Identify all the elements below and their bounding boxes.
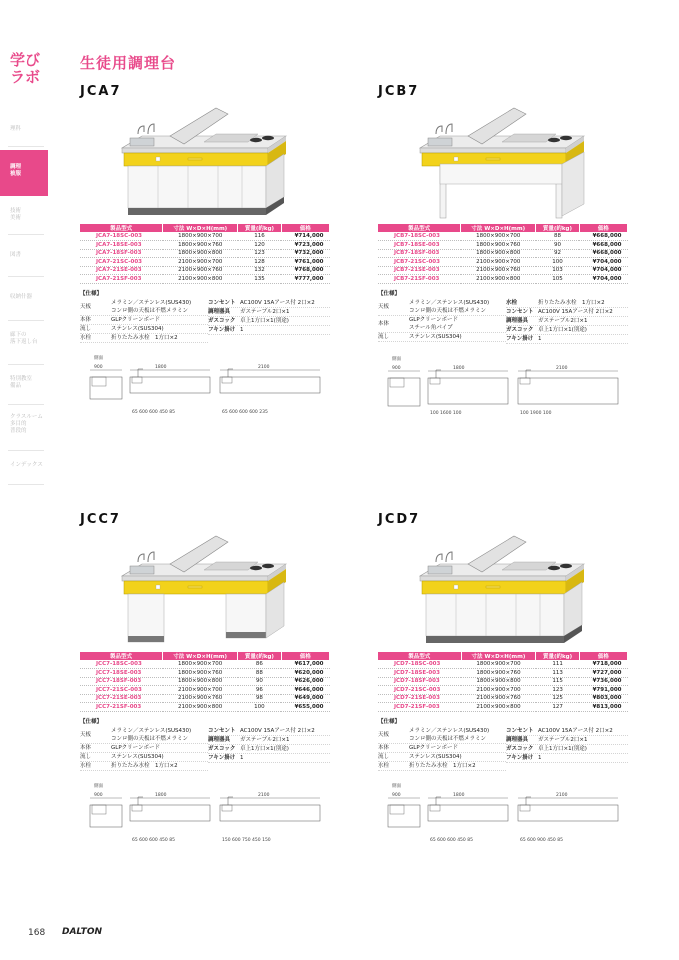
sidebar-item-classroom[interactable]: クラスルーム 多目的 普段的 bbox=[10, 414, 43, 434]
product-block-jcc7 bbox=[80, 512, 330, 849]
cooking-table-illustration bbox=[118, 532, 288, 652]
table-row: JCB7-21SF-003 2100×900×800 105 ¥704,000 bbox=[378, 275, 628, 284]
table-row: JCC7-18SE-003 1800×900×760 88 ¥620,000 bbox=[80, 669, 330, 678]
spec-row: コンセント AC100V 15Aアース付 2口×2 bbox=[506, 308, 628, 317]
table-row: JCA7-21SF-003 2100×900×800 135 ¥777,000 bbox=[80, 275, 330, 284]
dimension-drawing bbox=[80, 783, 330, 849]
table-row: JCC7-18SC-003 1800×900×700 86 ¥617,000 bbox=[80, 660, 330, 669]
brand-mark: 学び ラボ bbox=[10, 51, 41, 86]
spec-list bbox=[80, 727, 330, 771]
table-row: JCC7-21SC-003 2100×900×700 96 ¥646,000 bbox=[80, 686, 330, 695]
spec-row: フキン掛け 1 bbox=[506, 754, 628, 763]
cooking-table-illustration bbox=[416, 104, 586, 224]
table-row: JCA7-18SC-003 1800×900×700 116 ¥714,000 bbox=[80, 232, 330, 241]
price-table: 製品型式 寸法 W×D×H(mm) 質量(約kg) 価格 JCA7-18SC-003 1800×900×700 116 ¥714,000 JCA7-18SE-003 1800×900×760 120 ¥723,000 JCA7-18SF-003 1800×900×800 123 ¥732,000 JCA7-21SC-003 2100×900×700 128 ¥761,000 JCA7-21SE-003 2100×900×760 132 ¥768,000 JCA7-21SF-003 2100×900×800 135 ¥777,000 bbox=[80, 224, 330, 284]
svg-text:100 1900 100: 100 1900 100 bbox=[520, 410, 552, 416]
model-name: JCC7 bbox=[80, 512, 121, 527]
svg-text:900: 900 bbox=[94, 364, 103, 370]
sidebar-item-storage[interactable]: 収納什器 bbox=[10, 294, 33, 300]
spec-row: 調理器具 ガステーブル2口×1 bbox=[208, 308, 330, 317]
spec-row: 水栓 折りたたみ水栓 1方口×2 bbox=[80, 762, 208, 771]
svg-text:2100: 2100 bbox=[556, 365, 568, 371]
svg-text:1800: 1800 bbox=[155, 792, 167, 798]
page-title: 生徒用調理台 bbox=[80, 54, 177, 72]
table-row: JCD7-21SC-003 2100×900×700 123 ¥791,000 bbox=[378, 686, 628, 695]
spec-row: 天板 メラミン／ステンレス(SUS430) コンロ側の天板は不燃メラミン bbox=[378, 727, 506, 744]
spec-row: 流し ステンレス(SUS304) bbox=[80, 753, 208, 762]
table-row: JCA7-21SC-003 2100×900×700 128 ¥761,000 bbox=[80, 258, 330, 267]
spec-row: 水栓 折りたたみ水栓 1方口×2 bbox=[506, 299, 628, 308]
spec-row: 流し ステンレス(SUS304) bbox=[378, 753, 506, 762]
spec-row: 流し ステンレス(SUS304) bbox=[378, 333, 506, 342]
spec-list bbox=[378, 727, 628, 771]
product-photo bbox=[416, 532, 586, 652]
table-row: JCB7-21SE-003 2100×900×760 103 ¥704,000 bbox=[378, 266, 628, 275]
spec-row: 調理器具 ガステーブル2口×1 bbox=[208, 736, 330, 745]
svg-text:1800: 1800 bbox=[453, 365, 465, 371]
svg-text:1800: 1800 bbox=[155, 364, 167, 370]
spec-row: ガスコック 卓上1方口×1(別途) bbox=[208, 745, 330, 754]
svg-text:65 600 600 450 85: 65 600 600 450 85 bbox=[132, 409, 175, 415]
table-row: JCA7-18SE-003 1800×900×760 120 ¥723,000 bbox=[80, 241, 330, 250]
svg-text:150 600 750 450 150: 150 600 750 450 150 bbox=[222, 837, 271, 843]
product-photo bbox=[118, 532, 288, 652]
dimension-drawing-area bbox=[80, 783, 330, 849]
dimension-drawing-area bbox=[378, 356, 628, 422]
table-row: JCD7-21SE-003 2100×900×760 125 ¥803,000 bbox=[378, 694, 628, 703]
svg-text:65 600 600 600 235: 65 600 600 600 235 bbox=[222, 409, 268, 415]
product-photo bbox=[118, 104, 288, 224]
svg-text:65 600 900 450 85: 65 600 900 450 85 bbox=[520, 837, 563, 843]
svg-text:900: 900 bbox=[392, 792, 401, 798]
table-row: JCB7-18SE-003 1800×900×760 90 ¥668,000 bbox=[378, 241, 628, 250]
product-block-jca7 bbox=[80, 84, 330, 421]
spec-row: 本体 GLPクリーンボード bbox=[80, 316, 208, 325]
price-table: 製品型式 寸法 W×D×H(mm) 質量(約kg) 価格 JCC7-18SC-003 1800×900×700 86 ¥617,000 JCC7-18SE-003 1800×900×760 88 ¥620,000 JCC7-18SF-003 1800×900×800 90 ¥626,000 JCC7-21SC-003 2100×900×700 96 ¥646,000 JCC7-21SE-003 2100×900×760 98 ¥649,000 JCC7-21SF-003 2100×900×800 100 ¥655,000 bbox=[80, 652, 330, 712]
table-row: JCC7-18SF-003 1800×900×800 90 ¥626,000 bbox=[80, 677, 330, 686]
dimension-drawing bbox=[378, 783, 628, 849]
dimension-drawing-area bbox=[378, 783, 628, 849]
svg-text:900: 900 bbox=[94, 792, 103, 798]
spec-heading: 【仕様】 bbox=[378, 718, 401, 725]
spec-row: コンセント AC100V 15Aアース付 2口×2 bbox=[208, 299, 330, 308]
spec-row: コンセント AC100V 15Aアース付 2口×2 bbox=[208, 727, 330, 736]
spec-row: 本体 GLPクリーンボード bbox=[80, 744, 208, 753]
table-row: JCA7-18SF-003 1800×900×800 123 ¥732,000 bbox=[80, 249, 330, 258]
spec-row: フキン掛け 1 bbox=[208, 754, 330, 763]
spec-row: フキン掛け 1 bbox=[208, 326, 330, 335]
dimension-drawing-area bbox=[80, 355, 330, 421]
product-block-jcb7 bbox=[378, 84, 628, 422]
model-name: JCD7 bbox=[378, 512, 421, 527]
svg-text:1800: 1800 bbox=[453, 792, 465, 798]
spec-row: コンセント AC100V 15Aアース付 2口×2 bbox=[506, 727, 628, 736]
spec-row: 天板 メラミン／ステンレス(SUS430) コンロ側の天板は不燃メラミン bbox=[80, 299, 208, 316]
dalton-logo: DALTON bbox=[62, 927, 103, 937]
table-row: JCC7-21SF-003 2100×900×800 100 ¥655,000 bbox=[80, 703, 330, 712]
spec-list bbox=[378, 299, 628, 344]
table-row: JCD7-18SC-003 1800×900×700 111 ¥718,000 bbox=[378, 660, 628, 669]
svg-text:2100: 2100 bbox=[258, 364, 270, 370]
spec-heading: 【仕様】 bbox=[378, 290, 401, 297]
spec-row: 流し ステンレス(SUS304) bbox=[80, 325, 208, 334]
sidebar-item-tech-art[interactable]: 技術 美術 bbox=[10, 208, 22, 221]
svg-text:65 600 600 450 85: 65 600 600 450 85 bbox=[132, 837, 175, 843]
table-row: JCD7-18SE-003 1800×900×760 113 ¥727,000 bbox=[378, 669, 628, 678]
spec-row: 調理器具 ガステーブル2口×1 bbox=[506, 736, 628, 745]
spec-row: フキン掛け 1 bbox=[506, 335, 628, 344]
spec-row: 天板 メラミン／ステンレス(SUS430) コンロ側の天板は不燃メラミン bbox=[378, 299, 506, 316]
spec-heading: 【仕様】 bbox=[80, 718, 103, 725]
table-row: JCD7-18SF-003 1800×900×800 115 ¥736,000 bbox=[378, 677, 628, 686]
spec-row: 天板 メラミン／ステンレス(SUS430) コンロ側の天板は不燃メラミン bbox=[80, 727, 208, 744]
svg-text:2100: 2100 bbox=[556, 792, 568, 798]
table-row: JCC7-21SE-003 2100×900×760 98 ¥649,000 bbox=[80, 694, 330, 703]
product-photo bbox=[416, 104, 586, 224]
spec-row: 水栓 折りたたみ水栓 1方口×2 bbox=[80, 334, 208, 343]
spec-row: 本体 GLPクリーンボード bbox=[378, 744, 506, 753]
sidebar-item-special-room[interactable]: 特別教室 備品 bbox=[10, 376, 33, 389]
spec-row: ガスコック 卓上1方口×1(別途) bbox=[208, 317, 330, 326]
spec-row: ガスコック 卓上1方口×1(別途) bbox=[506, 326, 628, 335]
spec-row: 本体 GLPクリーンボード スチール角パイプ bbox=[378, 316, 506, 333]
sidebar-item-cooking[interactable]: 調理 被服 bbox=[0, 150, 48, 196]
page-number: 168 bbox=[28, 928, 46, 938]
spec-heading: 【仕様】 bbox=[80, 290, 103, 297]
spec-row: ガスコック 卓上1方口×1(別途) bbox=[506, 745, 628, 754]
svg-text:65 600 600 450 85: 65 600 600 450 85 bbox=[430, 837, 473, 843]
side-view-label: 側面 bbox=[392, 783, 401, 789]
svg-text:100 1600 100: 100 1600 100 bbox=[430, 410, 462, 416]
model-name: JCB7 bbox=[378, 84, 420, 99]
spec-row: 調理器具 ガステーブル2口×1 bbox=[506, 317, 628, 326]
cooking-table-illustration bbox=[416, 532, 586, 652]
side-view-label: 側面 bbox=[94, 783, 103, 789]
sidebar-item-science[interactable]: 理科 bbox=[10, 126, 22, 132]
price-table: 製品型式 寸法 W×D×H(mm) 質量(約kg) 価格 JCD7-18SC-003 1800×900×700 111 ¥718,000 JCD7-18SE-003 1800×900×760 113 ¥727,000 JCD7-18SF-003 1800×900×800 115 ¥736,000 JCD7-21SC-003 2100×900×700 123 ¥791,000 JCD7-21SE-003 2100×900×760 125 ¥803,000 JCD7-21SF-003 2100×900×800 127 ¥813,000 bbox=[378, 652, 628, 712]
price-table: 製品型式 寸法 W×D×H(mm) 質量(約kg) 価格 JCB7-18SC-003 1800×900×700 88 ¥668,000 JCB7-18SE-003 1800×900×760 90 ¥668,000 JCB7-18SF-003 1800×900×800 92 ¥668,000 JCB7-21SC-003 2100×900×700 100 ¥704,000 JCB7-21SE-003 2100×900×760 103 ¥704,000 JCB7-21SF-003 2100×900×800 105 ¥704,000 bbox=[378, 224, 628, 284]
table-row: JCB7-18SC-003 1800×900×700 88 ¥668,000 bbox=[378, 232, 628, 241]
model-name: JCA7 bbox=[80, 84, 122, 99]
sidebar-item-index[interactable]: インデックス bbox=[10, 462, 43, 468]
table-row: JCB7-21SC-003 2100×900×700 100 ¥704,000 bbox=[378, 258, 628, 267]
svg-text:2100: 2100 bbox=[258, 792, 270, 798]
side-view-label: 側面 bbox=[392, 356, 401, 362]
table-row: JCD7-21SF-003 2100×900×800 127 ¥813,000 bbox=[378, 703, 628, 712]
cooking-table-illustration bbox=[118, 104, 288, 224]
table-row: JCB7-18SF-003 1800×900×800 92 ¥668,000 bbox=[378, 249, 628, 258]
sidebar-item-corridor[interactable]: 廊下の 落下返し台 bbox=[10, 332, 38, 345]
spec-row: 水栓 折りたたみ水栓 1方口×2 bbox=[378, 762, 506, 771]
sidebar-item-library[interactable]: 図書 bbox=[10, 252, 22, 258]
spec-list bbox=[80, 299, 330, 343]
sidebar bbox=[0, 0, 48, 960]
product-block-jcd7 bbox=[378, 512, 628, 849]
svg-text:900: 900 bbox=[392, 365, 401, 371]
dimension-drawing bbox=[80, 355, 330, 421]
dimension-drawing bbox=[378, 356, 628, 422]
table-row: JCA7-21SE-003 2100×900×760 132 ¥768,000 bbox=[80, 266, 330, 275]
side-view-label: 側面 bbox=[94, 355, 103, 361]
